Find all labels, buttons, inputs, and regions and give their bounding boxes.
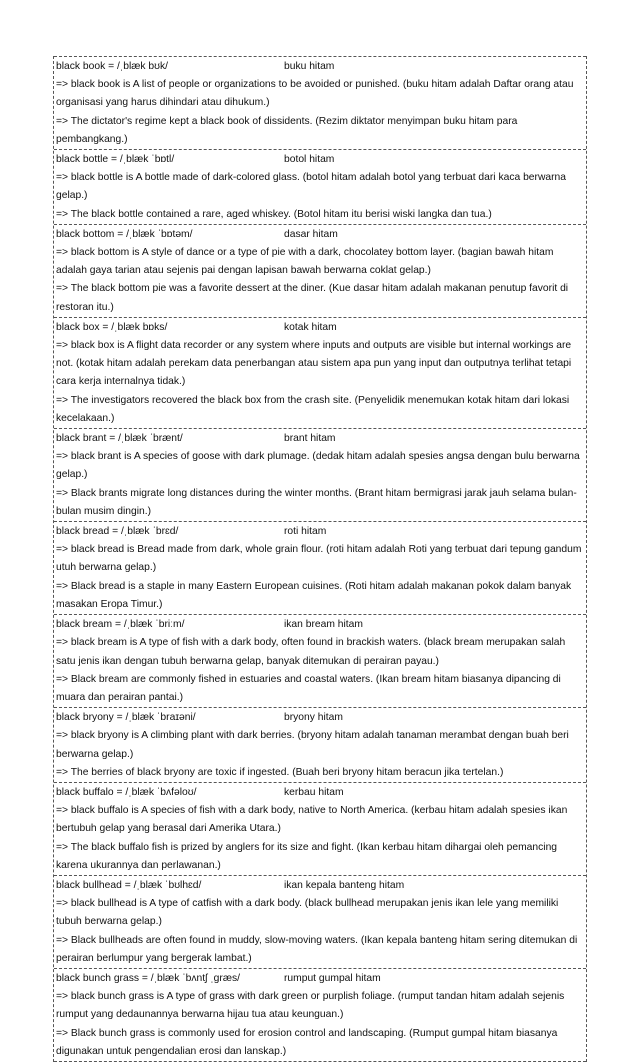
entry-translation: kotak hitam bbox=[284, 321, 337, 333]
dictionary-entry bbox=[54, 317, 586, 428]
entry-translation: botol hitam bbox=[284, 154, 335, 166]
dictionary-entry-list bbox=[53, 56, 587, 1062]
entry-term: black bottle = /ˌblæk ˈbɒtl/ bbox=[56, 154, 175, 166]
dictionary-entry bbox=[54, 428, 586, 521]
entry-definition: => black buffalo is A species of fish with a dark body, native to North America. (kerbau hitam adalah spesies ikan bertubuh gelap yang berasal dari Amerika Utara.) bbox=[56, 805, 568, 835]
entry-header bbox=[56, 784, 584, 802]
entry-translation: brant hitam bbox=[284, 433, 336, 445]
dictionary-entry bbox=[54, 875, 586, 968]
entry-header bbox=[56, 616, 584, 634]
entry-header bbox=[56, 58, 584, 76]
dictionary-entry bbox=[54, 56, 586, 149]
entry-definition: => black bunch grass is A type of grass with dark green or purplish foliage. (rumput tandan hitam adalah sejenis rumput yang dedaunannya berwarna hijau tua atau keunguan.) bbox=[56, 991, 565, 1021]
entry-translation: rumput gumpal hitam bbox=[284, 972, 381, 984]
entry-term: black bream = /ˌblæk ˈbriːm/ bbox=[56, 619, 185, 631]
entry-term: black buffalo = /ˌblæk ˈbʌfəloʊ/ bbox=[56, 786, 197, 798]
entry-term: black bullhead = /ˌblæk ˈbʊlhɛd/ bbox=[56, 879, 202, 891]
entry-example: => The investigators recovered the black box from the crash site. (Penyelidik menemukan kotak hitam dari lokasi kecelakaan.) bbox=[56, 394, 570, 424]
entry-example: => Black bunch grass is commonly used for erosion control and landscaping. (Rumput gumpal hitam biasanya digunakan untuk pengendalian erosi dan lanskap.) bbox=[56, 1027, 558, 1057]
entry-term: black book = /ˌblæk bʊk/ bbox=[56, 61, 169, 72]
entry-header bbox=[56, 430, 584, 448]
entry-header bbox=[56, 319, 584, 337]
dictionary-entry bbox=[54, 782, 586, 875]
entry-term: black bryony = /ˌblæk ˈbraɪəni/ bbox=[56, 712, 196, 724]
entry-example: => Black bream are commonly fished in estuaries and coastal waters. (Ikan bream hitam biasanya dipancing di muara dan perairan pantai.) bbox=[56, 673, 561, 703]
dictionary-entry bbox=[54, 707, 586, 782]
entry-header bbox=[56, 151, 584, 169]
entry-translation: ikan bream hitam bbox=[284, 619, 363, 631]
entry-example: => Black bread is a staple in many Eastern European cuisines. (Roti hitam adalah makanan pokok dalam banyak masakan Eropa Timur.) bbox=[56, 580, 572, 610]
entry-translation: roti hitam bbox=[284, 526, 327, 538]
dictionary-entry bbox=[54, 224, 586, 317]
entry-example: => The black bottle contained a rare, aged whiskey. (Botol hitam itu berisi wiski langka dan tua.) bbox=[56, 208, 492, 220]
entry-example: => The dictator's regime kept a black book of dissidents. (Rezim diktator menyimpan buku hitam para pembangkang.) bbox=[56, 115, 518, 145]
entry-definition: => black bottom is A style of dance or a type of pie with a dark, chocolatey bottom layer. (bagian bawah hitam adalah gaya tarian atau sejenis pai dengan lapisan bawah berwarna coklat gelap.) bbox=[56, 247, 554, 277]
entry-example: => The black bottom pie was a favorite dessert at the diner. (Kue dasar hitam adalah makanan penutup favorit di restoran itu.) bbox=[56, 283, 569, 313]
entry-example: => Black bullheads are often found in muddy, slow-moving waters. (Ikan kepala banteng hitam sering ditemukan di perairan berlumpur yang bergerak lambat.) bbox=[56, 934, 578, 964]
entry-term: black bread = /ˌblæk ˈbrɛd/ bbox=[56, 526, 179, 538]
entry-header bbox=[56, 970, 584, 988]
entry-example: => The black buffalo fish is prized by anglers for its size and fight. (Ikan kerbau hitam dihargai oleh pemancing karena ukurannya dan perlawanan.) bbox=[56, 841, 558, 871]
entry-header bbox=[56, 523, 584, 541]
entry-translation: kerbau hitam bbox=[284, 786, 344, 798]
entry-definition: => black book is A list of people or organizations to be avoided or punished. (buku hitam adalah Daftar orang atau organisasi yang harus dihindari atau dihukum.) bbox=[56, 79, 574, 109]
entry-term: black brant = /ˌblæk ˈbrænt/ bbox=[56, 433, 183, 445]
entry-definition: => black bream is A type of fish with a dark body, often found in brackish waters. (black bream merupakan salah satu jenis ikan dengan tubuh berwarna gelap, banyak ditemukan di perairan payau.) bbox=[56, 637, 566, 667]
entry-term: black box = /ˌblæk bɒks/ bbox=[56, 321, 168, 333]
entry-definition: => black box is A flight data recorder or any system where inputs and outputs are visible but internal workings are not. (kotak hitam adalah perekam data penerbangan atau sistem apa pun yang input dan outputnya terlihat tetapi cara kerja internalnya tidak.) bbox=[56, 340, 572, 388]
entry-term: black bottom = /ˌblæk ˈbɒtəm/ bbox=[56, 228, 193, 240]
entry-definition: => black bottle is A bottle made of dark-colored glass. (botol hitam adalah botol yang terbuat dari kaca berwarna gelap.) bbox=[56, 172, 566, 202]
entry-term: black bunch grass = /ˌblæk ˈbʌntʃ ˌɡræs/ bbox=[56, 972, 240, 984]
dictionary-entry bbox=[54, 614, 586, 707]
entry-header bbox=[56, 709, 584, 727]
entry-example: => Black brants migrate long distances during the winter months. (Brant hitam bermigrasi jarak jauh selama bulan-bulan musim dingin.) bbox=[56, 487, 577, 517]
entry-definition: => black bread is Bread made from dark, whole grain flour. (roti hitam adalah Roti yang terbuat dari tepung gandum utuh berwarna gelap.) bbox=[56, 544, 582, 574]
entry-translation: buku hitam bbox=[284, 61, 335, 72]
dictionary-entry bbox=[54, 149, 586, 224]
dictionary-entry bbox=[54, 521, 586, 614]
entry-translation: bryony hitam bbox=[284, 712, 343, 724]
entry-header bbox=[56, 877, 584, 895]
entry-definition: => black bullhead is A type of catfish with a dark body. (black bullhead merupakan jenis ikan lele yang memiliki tubuh berwarna gelap.) bbox=[56, 898, 559, 928]
entry-translation: ikan kepala banteng hitam bbox=[284, 879, 405, 891]
entry-definition: => black brant is A species of goose with dark plumage. (dedak hitam adalah spesies angsa dengan bulu berwarna gelap.) bbox=[56, 451, 580, 481]
entry-translation: dasar hitam bbox=[284, 228, 338, 240]
dictionary-entry bbox=[54, 968, 586, 1062]
entry-definition: => black bryony is A climbing plant with dark berries. (bryony hitam adalah tanaman merambat dengan buah beri berwarna gelap.) bbox=[56, 730, 569, 760]
entry-example: => The berries of black bryony are toxic if ingested. (Buah beri bryony hitam beracun jika tertelan.) bbox=[56, 766, 504, 778]
entry-header bbox=[56, 226, 584, 244]
